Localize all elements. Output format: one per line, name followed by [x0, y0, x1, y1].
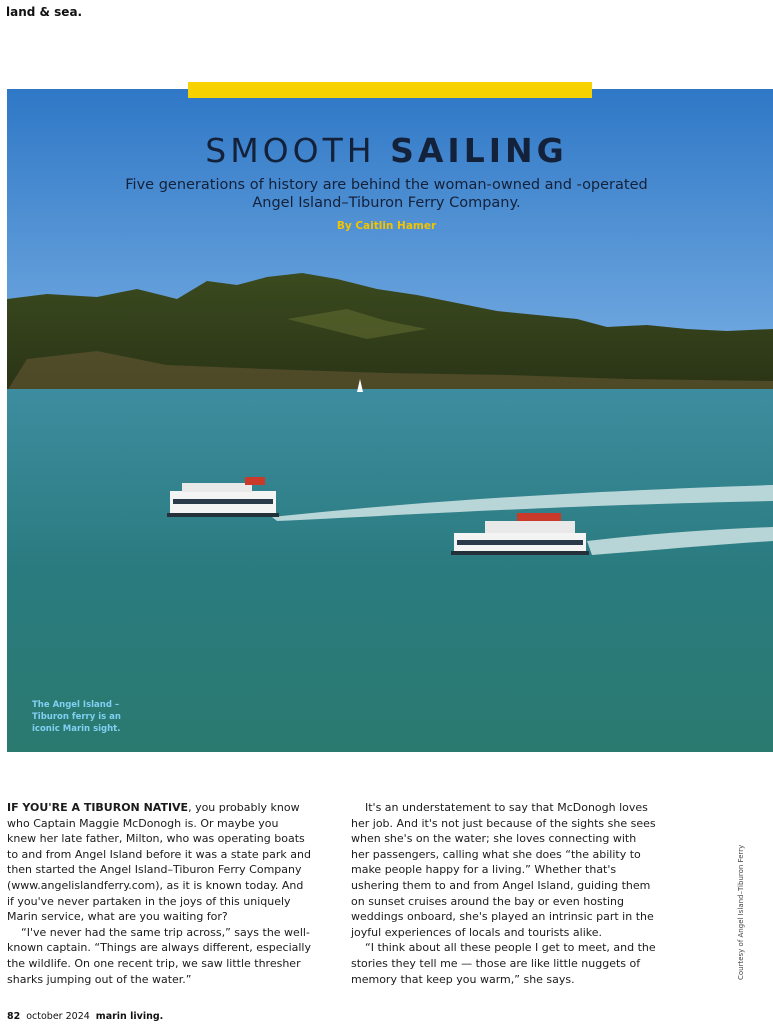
article-paragraph: “I've never had the same trip across,” says the well-known captain. “Things are always different, especially the wildlife. On one recent trip, we saw little thresher sharks jumping out of the water.” — [7, 925, 311, 986]
page-number: 82 — [7, 1011, 21, 1022]
issue-date: october 2024 — [26, 1011, 90, 1022]
article-column-right — [351, 800, 656, 987]
page-footer — [7, 1011, 163, 1022]
accent-bar — [188, 82, 592, 98]
headline — [0, 131, 773, 170]
section-tag: land & sea. — [6, 5, 83, 19]
photo-caption: The Angel Island – Tiburon ferry is an iconic Marin sight. — [32, 700, 121, 734]
article-column-left — [7, 800, 311, 987]
article-paragraph: It's an understatement to say that McDonogh loves her job. And it's not just because of the sights she sees when she's on the water; she loves connecting with her passengers, calling what she does “the ability to make people happy for a living.” Whether that's ushering them to and from Angel Island, guiding them on sunset cruises around the bay or even hosting weddings onboard, she's played an intrinsic part in the joyful experiences of locals and tourists alike. — [351, 801, 656, 939]
deck-text: Five generations of history are behind the woman-owned and -operated Angel Island–Tiburon Ferry Company. — [125, 177, 648, 211]
magazine-brand: marin living. — [95, 1011, 164, 1022]
photo-credit: Courtesy of Angel Island–Tiburon Ferry — [737, 844, 745, 980]
byline: By Caitlin Hamer — [336, 220, 437, 232]
article-paragraph: “I think about all these people I get to meet, and the stories they tell me — those are like little nuggets of memory that keep you warm,” she says. — [351, 941, 656, 986]
headline-bold: SAILING — [390, 131, 568, 170]
lead-in: IF YOU'RE A TIBURON NATIVE — [7, 801, 189, 814]
paragraph-body: , you probably know who Captain Maggie McDonogh is. Or maybe you knew her late father, Milton, who was operating boats to and from Angel Island before it was a state park and then started the Angel Island–Tiburon Ferry Company (www.angelislandferry.com), as it is known today. And if you've never partaken in the joys of this uniquely Marin service, what are you waiting for? — [7, 801, 311, 924]
ferry-left — [167, 477, 279, 517]
headline-light: SMOOTH — [205, 131, 391, 170]
article-paragraph — [7, 800, 311, 925]
